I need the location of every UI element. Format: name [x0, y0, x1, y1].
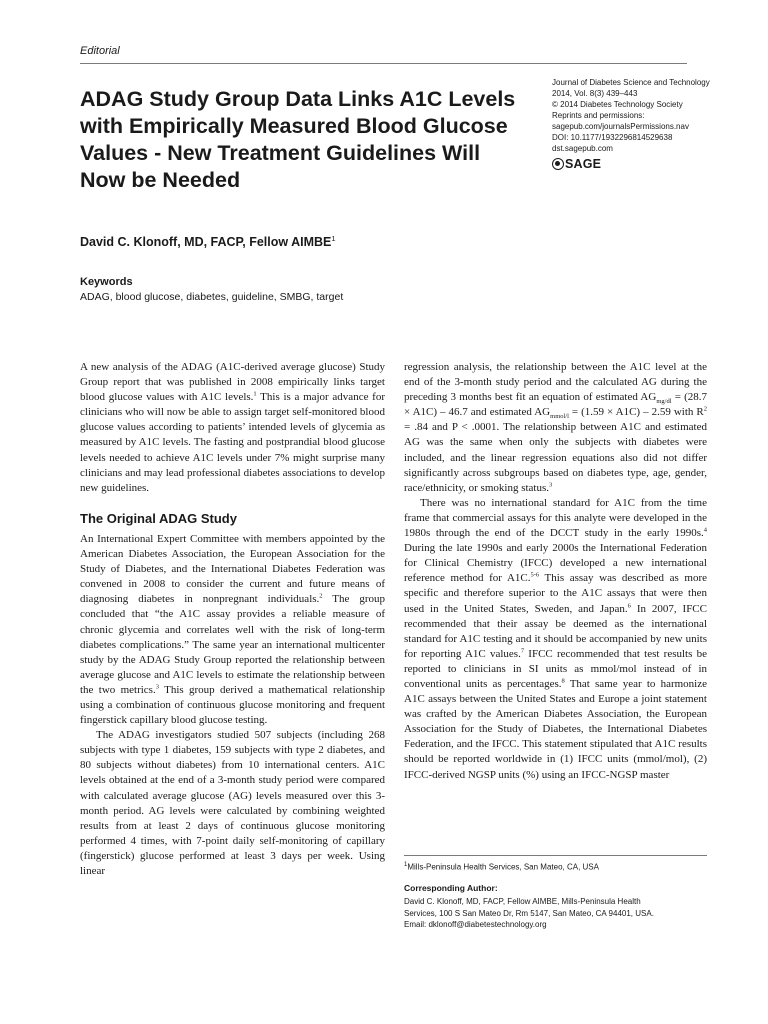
author-affiliation-mark: 1 — [331, 234, 336, 243]
permissions-link[interactable]: sagepub.com/journalsPermissions.nav — [552, 122, 689, 131]
citation-ref[interactable]: 6 — [627, 601, 631, 609]
equation-subscript: mg/dl — [656, 398, 672, 406]
corresponding-author-details — [404, 896, 707, 931]
corresponding-author-name: David C. Klonoff, MD, FACP, Fellow AIMBE, Mills-Peninsula Health — [404, 897, 641, 906]
section-heading: The Original ADAG Study — [80, 510, 237, 526]
corresponding-author-address: Services, 100 S San Mateo Dr, Rm 5147, San Mateo, CA 94401, USA. — [404, 908, 654, 918]
body-column-right — [404, 360, 707, 783]
citation-ref[interactable]: 7 — [520, 647, 525, 655]
citation-ref[interactable]: 1 — [253, 390, 257, 398]
body-paragraph: An International Expert Committee with members appointed by the American Diabetes Association, the European Association for the Study of Diabetes, and the International Diabetes Federation was convened in 2008 to consider the current and future means of diagnosing diabetes in nonpregnant individuals.$^2$ The group concluded that “the A1C assay provides a reliable measure of chronic glycemia and correlates well with the risk of long-term diabetes complications.” The same year an international multicenter study by the ADAG Study Group reported the relationship between average glucose and A1C levels to estimate the relationship between the two metrics.$^3$ This group derived a mathematical relationship using a combination of continuous glucose monitoring and frequent fingerstick capillary blood glucose testing. — [80, 532, 385, 727]
footnote-divider — [404, 855, 707, 856]
keywords-heading: Keywords — [80, 276, 133, 288]
citation-ref[interactable]: 2 — [319, 592, 323, 600]
keywords-list: ADAG, blood glucose, diabetes, guideline, SMBG, target — [80, 291, 344, 303]
publisher-name: SAGE — [565, 157, 602, 171]
body-paragraph-continued: regression analysis, the relationship between the A1C level at the end of the 3-month study period and the calculated AG during the preceding 3 months best fit an equation of estimated $AG_{mg/dl} = (28.7 \times A1C) - 46.7$ and estimated $AG_{mmol/l} = (1.59 \times A1C) - 2.59$ with $R^2 = .84$ and P < .0001. The relationship between A1C and estimated AG was the same when only the subjects with diabetes were included, and the linear regression equations also did not differ significantly across subgroups based on diabetes type, age, gender, race/ethnicity, or smoking status.$^3$ — [404, 361, 707, 494]
copyright-line: © 2014 Diabetes Technology Society — [552, 100, 683, 109]
author-name: David C. Klonoff, MD, FACP, Fellow AIMBE — [80, 235, 332, 250]
journal-name: Journal of Diabetes Science and Technology — [552, 78, 710, 87]
body-paragraph: There was no international standard for A1C from the time frame that commercial assays for this analyte were developed in the 1980s through the end of the DCCT study in the early 1990s.$^4$ During the late 1990s and early 2000s the International Federation for Clinical Chemistry (IFCC) developed a new international reference method for A1C.$^{5-6}$ This assay was described as more specific and therefore superior to the A1C assays that were then used in the United States, Sweden, and Japan.$^6$ In 2007, IFCC recommended that their assay be deemed as the international standard for A1C testing and it should be accompanied by new units for reporting A1C values.$^7$ IFCC recommended that test results be reported to clinicians in SI units as mmol/mol instead of in conventional units as percentages.$^8$ That same year to harmonize A1C assays between the United States and Europe a joint statement was crafted by the American Diabetes Association, the European Association for the Study of Diabetes, the International Diabetes Federation, and the IFCC. This statement stipulated that A1C results should be reported worldwide in (1) IFCC units (mmol/mol), (2) IFCC-derived NGSP units (%) using an IFCC-NGSP master — [404, 496, 707, 781]
author-line — [80, 234, 336, 249]
section-label: Editorial — [80, 45, 120, 57]
equation-superscript: 2 — [703, 405, 707, 413]
sage-logo-icon — [552, 158, 564, 170]
citation-ref[interactable]: 3 — [549, 481, 553, 489]
journal-info — [552, 77, 722, 154]
doi-link[interactable]: DOI: 10.1177/1932296814529638 — [552, 133, 673, 142]
header-divider — [80, 63, 687, 64]
citation-ref[interactable]: 3 — [155, 683, 159, 691]
affiliation-footnote: $^1$Mills-Peninsula Health Services, San Mateo, CA, USA — [404, 862, 599, 872]
citation-ref[interactable]: 8 — [561, 677, 565, 685]
intro-paragraph: A new analysis of the ADAG (A1C-derived average glucose) Study Group report that was published in 2008 empirically links target blood glucose values with A1C levels.$^1$ This is a major advance for clinicians who will now be able to assign target self-monitored blood glucose values according to patients’ intended levels of glycemia as measured by A1C levels. The fasting and postprandial blood glucose levels needed to achieve A1C levels under 7% might surprise many clinicians and may lead professional diabetes associations to develop new guidelines. — [80, 361, 385, 494]
body-column-left — [80, 360, 385, 879]
journal-volume: 2014, Vol. 8(3) 439–443 — [552, 89, 638, 98]
equation-subscript: mmol/l — [550, 413, 569, 421]
body-paragraph: The ADAG investigators studied 507 subjects (including 268 subjects with type 1 diabetes, 159 subjects with type 2 diabetes, and 80 subjects without diabetes) from 10 international centers. A1C levels obtained at the end of a 3-month study period were compared with calculated average glucose (AG) levels measured over this 3-month period. AG levels were calculated by combining weighted results from at least 2 days of continuous glucose monitoring performed 4 times, with 7-point daily self-monitoring of capillary (fingerstick) glucose performed at least 3 days per week. Using linear — [80, 729, 385, 877]
sage-logo — [552, 157, 601, 171]
journal-site-link[interactable]: dst.sagepub.com — [552, 144, 613, 153]
reprints-label: Reprints and permissions: — [552, 111, 645, 120]
affiliation-mark: 1 — [404, 862, 408, 868]
citation-ref[interactable]: 5-6 — [530, 571, 540, 579]
citation-ref[interactable]: 4 — [703, 526, 707, 534]
article-title: ADAG Study Group Data Links A1C Levels with Empirically Measured Blood Glucose Values - New Treatment Guidelines Will Now be Needed — [80, 87, 516, 192]
corresponding-author-email[interactable]: Email: dklonoff@diabetestechnology.org — [404, 920, 547, 929]
corresponding-author-heading: Corresponding Author: — [404, 883, 498, 893]
